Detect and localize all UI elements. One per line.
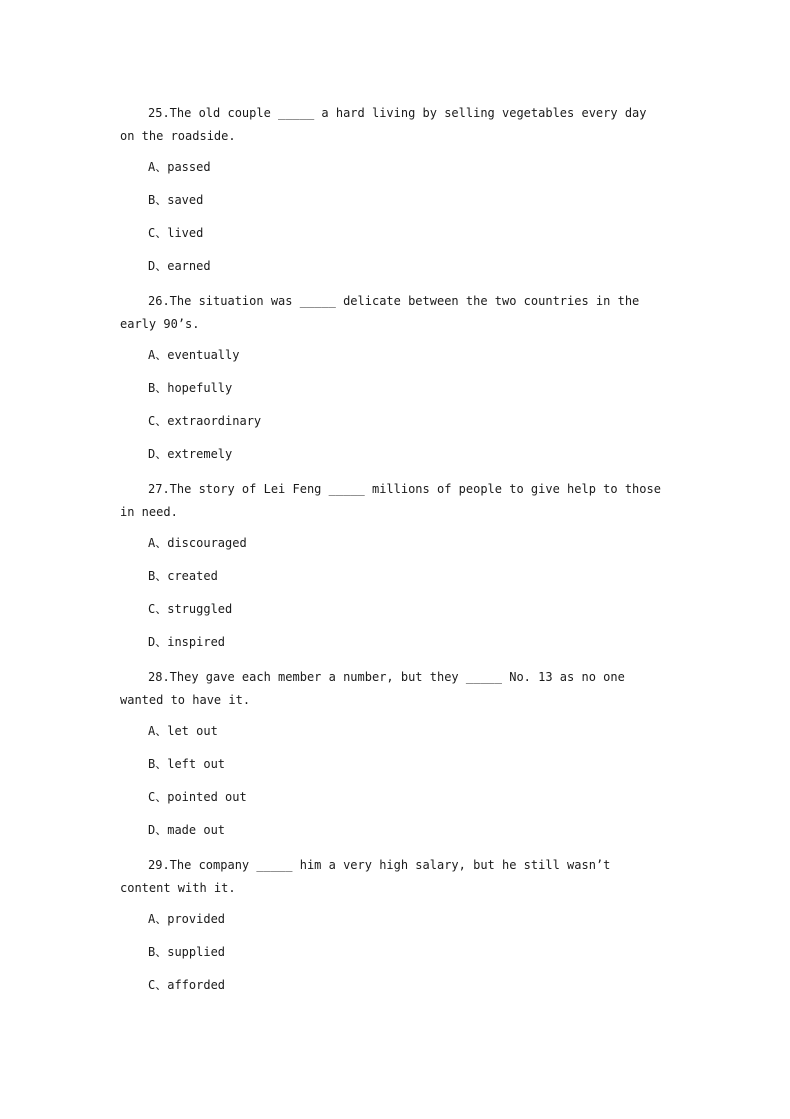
question-25-stem: 25.The old couple _____ a hard living by selling vegetables every day on the roadside. [120,106,647,143]
question-26-option-b: B、hopefully [148,381,233,395]
question-29-stem: 29.The company _____ him a very high salary, but he still wasn’t content with it. [120,858,611,895]
question-26-stem: 26.The situation was _____ delicate between the two countries in the early 90’s. [120,294,640,331]
question-28-option-a: A、let out [148,724,218,738]
question-25-option-d: D、earned [148,259,211,273]
question-28-option-c: C、pointed out [148,790,247,804]
question-27-option-d: D、inspired [148,635,226,649]
question-28-option-d: D、made out [148,823,226,837]
question-27-option-c: C、struggled [148,602,233,616]
question-28-stem: 28.They gave each member a number, but they _____ No. 13 as no one wanted to have it. [120,670,625,707]
question-25-option-c: C、lived [148,226,204,240]
question-28-option-b: B、left out [148,757,226,771]
question-26-option-c: C、extraordinary [148,414,262,428]
question-29-option-a: A、provided [148,912,226,926]
question-27-option-a: A、discouraged [148,536,247,550]
question-26-option-a: A、eventually [148,348,240,362]
question-26-option-d: D、extremely [148,447,233,461]
question-27-option-b: B、created [148,569,218,583]
question-27-stem: 27.The story of Lei Feng _____ millions of people to give help to those in need. [120,482,661,519]
question-29-option-b: B、supplied [148,945,226,959]
question-25-option-a: A、passed [148,160,211,174]
question-29-option-c: C、afforded [148,978,226,992]
question-25-option-b: B、saved [148,193,204,207]
